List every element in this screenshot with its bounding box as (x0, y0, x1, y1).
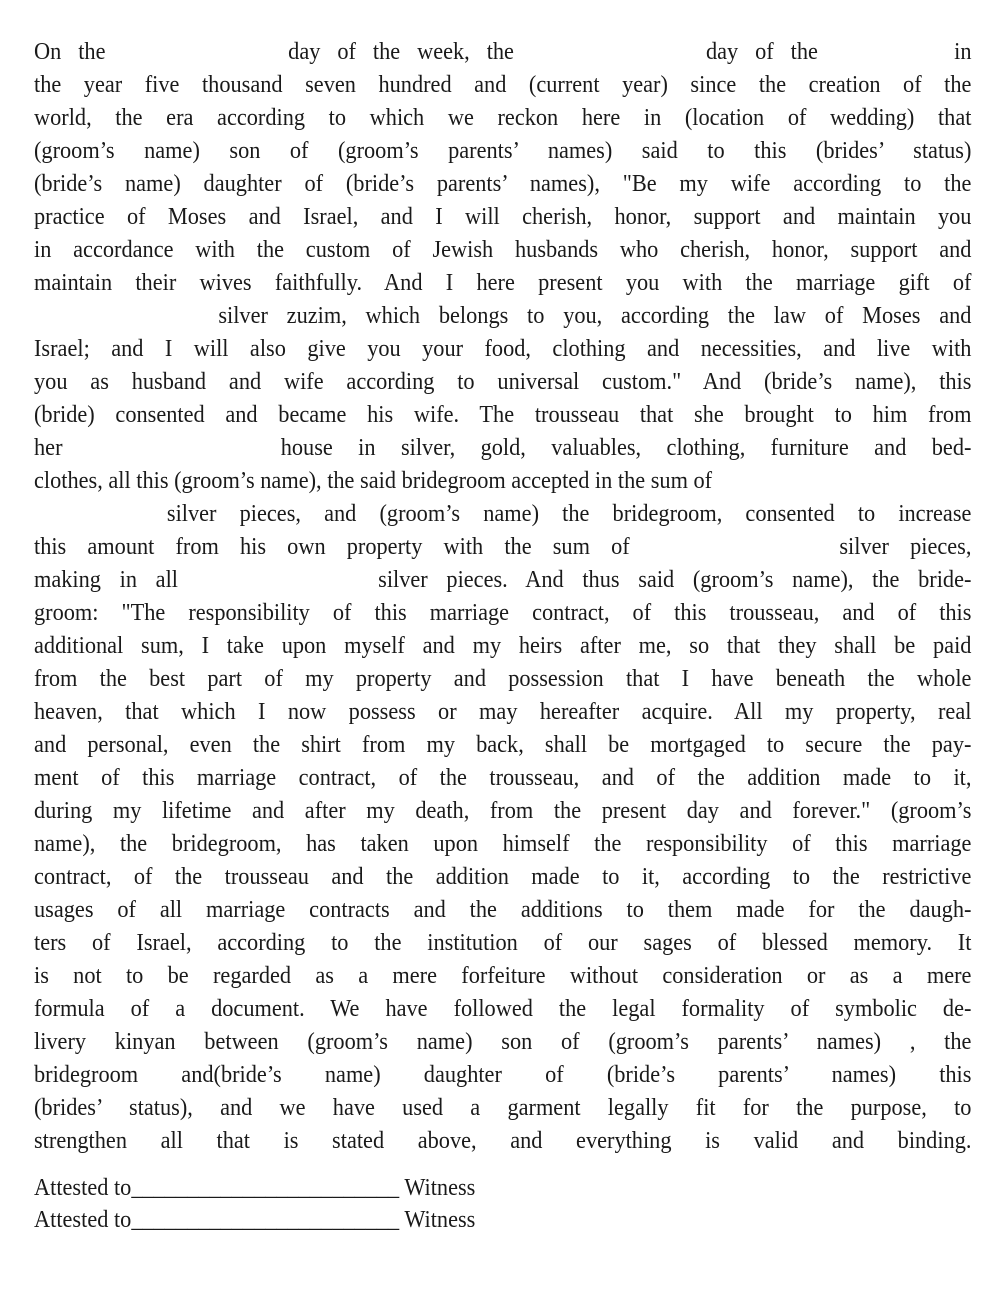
contract-line: practice of Moses and Israel, and I will cherish, honor, support and maintain you (34, 204, 972, 230)
ketubah-document (34, 36, 971, 1236)
contract-line (34, 498, 971, 531)
line-text: silver pieces, and (groom’s name) the bridegroom, consented to increase (166, 501, 972, 527)
contract-line: usages of all marriage contracts and the additions to them made for the daugh- (34, 897, 972, 923)
contract-line: is not to be regarded as a mere forfeiture without consideration or as a mere (34, 963, 972, 989)
contract-line (34, 465, 971, 498)
contract-line (34, 36, 971, 69)
contract-line: (brides’ status), and we have used a garment legally fit for the purpose, to (34, 1095, 972, 1121)
contract-line: the year five thousand seven hundred and (current year) since the creation of the (34, 72, 972, 98)
signature-blank[interactable]: ________________________ (131, 1175, 400, 1201)
contract-line: you as husband and wife according to universal custom." And (bride’s name), this (34, 369, 972, 395)
line-text: in (954, 39, 972, 65)
signature-block (34, 1172, 971, 1236)
witness-signature-line (34, 1172, 971, 1204)
contract-line: maintain their wives faithfully. And I here present you with the marriage gift of (34, 270, 972, 296)
contract-line: and personal, even the shirt from my back, shall be mortgaged to secure the pay- (34, 732, 972, 758)
witness-label: Witness (404, 1207, 476, 1233)
line-text: silver pieces, (839, 534, 972, 560)
witness-signature-line (34, 1204, 971, 1236)
contract-body (34, 36, 971, 1158)
contract-line (34, 564, 971, 597)
line-text: day of the week, the (288, 39, 514, 65)
contract-line: (groom’s name) son of (groom’s parents’ names) said to this (brides’ status) (34, 138, 972, 164)
contract-line: ment of this marriage contract, of the trousseau, and of the addition made to it, (34, 765, 972, 791)
contract-line: during my lifetime and after my death, from the present day and forever." (groom’s (34, 798, 972, 824)
contract-line (34, 300, 971, 333)
contract-line: name), the bridegroom, has taken upon himself the responsibility of this marriage (34, 831, 972, 857)
line-text: day of the (705, 39, 818, 65)
contract-line: (bride’s name) daughter of (bride’s parents’ names), "Be my wife according to the (34, 171, 972, 197)
contract-line: livery kinyan between (groom’s name) son of (groom’s parents’ names) , the (34, 1029, 972, 1055)
line-text: On the (34, 39, 106, 65)
line-text: silver zuzim, which belongs to you, according the law of Moses and (218, 303, 972, 329)
contract-line: Israel; and I will also give you your food, clothing and necessities, and live with (34, 336, 972, 362)
contract-line: heaven, that which I now possess or may hereafter acquire. All my property, real (34, 699, 972, 725)
line-text: her (34, 435, 63, 461)
contract-line: formula of a document. We have followed the legal formality of symbolic de- (34, 996, 972, 1022)
line-text: house in silver, gold, valuables, clothing, furniture and bed- (280, 435, 972, 461)
contract-line: in accordance with the custom of Jewish husbands who cherish, honor, support and (34, 237, 972, 263)
contract-line: additional sum, I take upon myself and my heirs after me, so that they shall be paid (34, 633, 972, 659)
contract-line: ters of Israel, according to the institution of our sages of blessed memory. It (34, 930, 972, 956)
contract-line: from the best part of my property and possession that I have beneath the whole (34, 666, 972, 692)
line-text: clothes, all this (groom’s name), the said bridegroom accepted in the sum of (34, 468, 713, 494)
attested-label: Attested to (34, 1175, 132, 1201)
contract-line: contract, of the trousseau and the addition made to it, according to the restrictive (34, 864, 972, 890)
contract-line: world, the era according to which we reckon here in (location of wedding) that (34, 105, 972, 131)
line-text: making in all (34, 567, 179, 593)
witness-label: Witness (404, 1175, 476, 1201)
contract-line: strengthen all that is stated above, and everything is valid and binding. (34, 1128, 972, 1154)
line-text: silver pieces. And thus said (groom’s name), the bride- (378, 567, 972, 593)
contract-line: bridegroom and(bride’s name) daughter of (bride’s parents’ names) this (34, 1062, 972, 1088)
line-text: this amount from his own property with the sum of (34, 534, 630, 560)
attested-label: Attested to (34, 1207, 132, 1233)
contract-line (34, 531, 971, 564)
contract-line: groom: "The responsibility of this marriage contract, of this trousseau, and of this (34, 600, 972, 626)
contract-line (34, 432, 971, 465)
signature-blank[interactable]: ________________________ (131, 1207, 400, 1233)
contract-line: (bride) consented and became his wife. The trousseau that she brought to him from (34, 402, 972, 428)
